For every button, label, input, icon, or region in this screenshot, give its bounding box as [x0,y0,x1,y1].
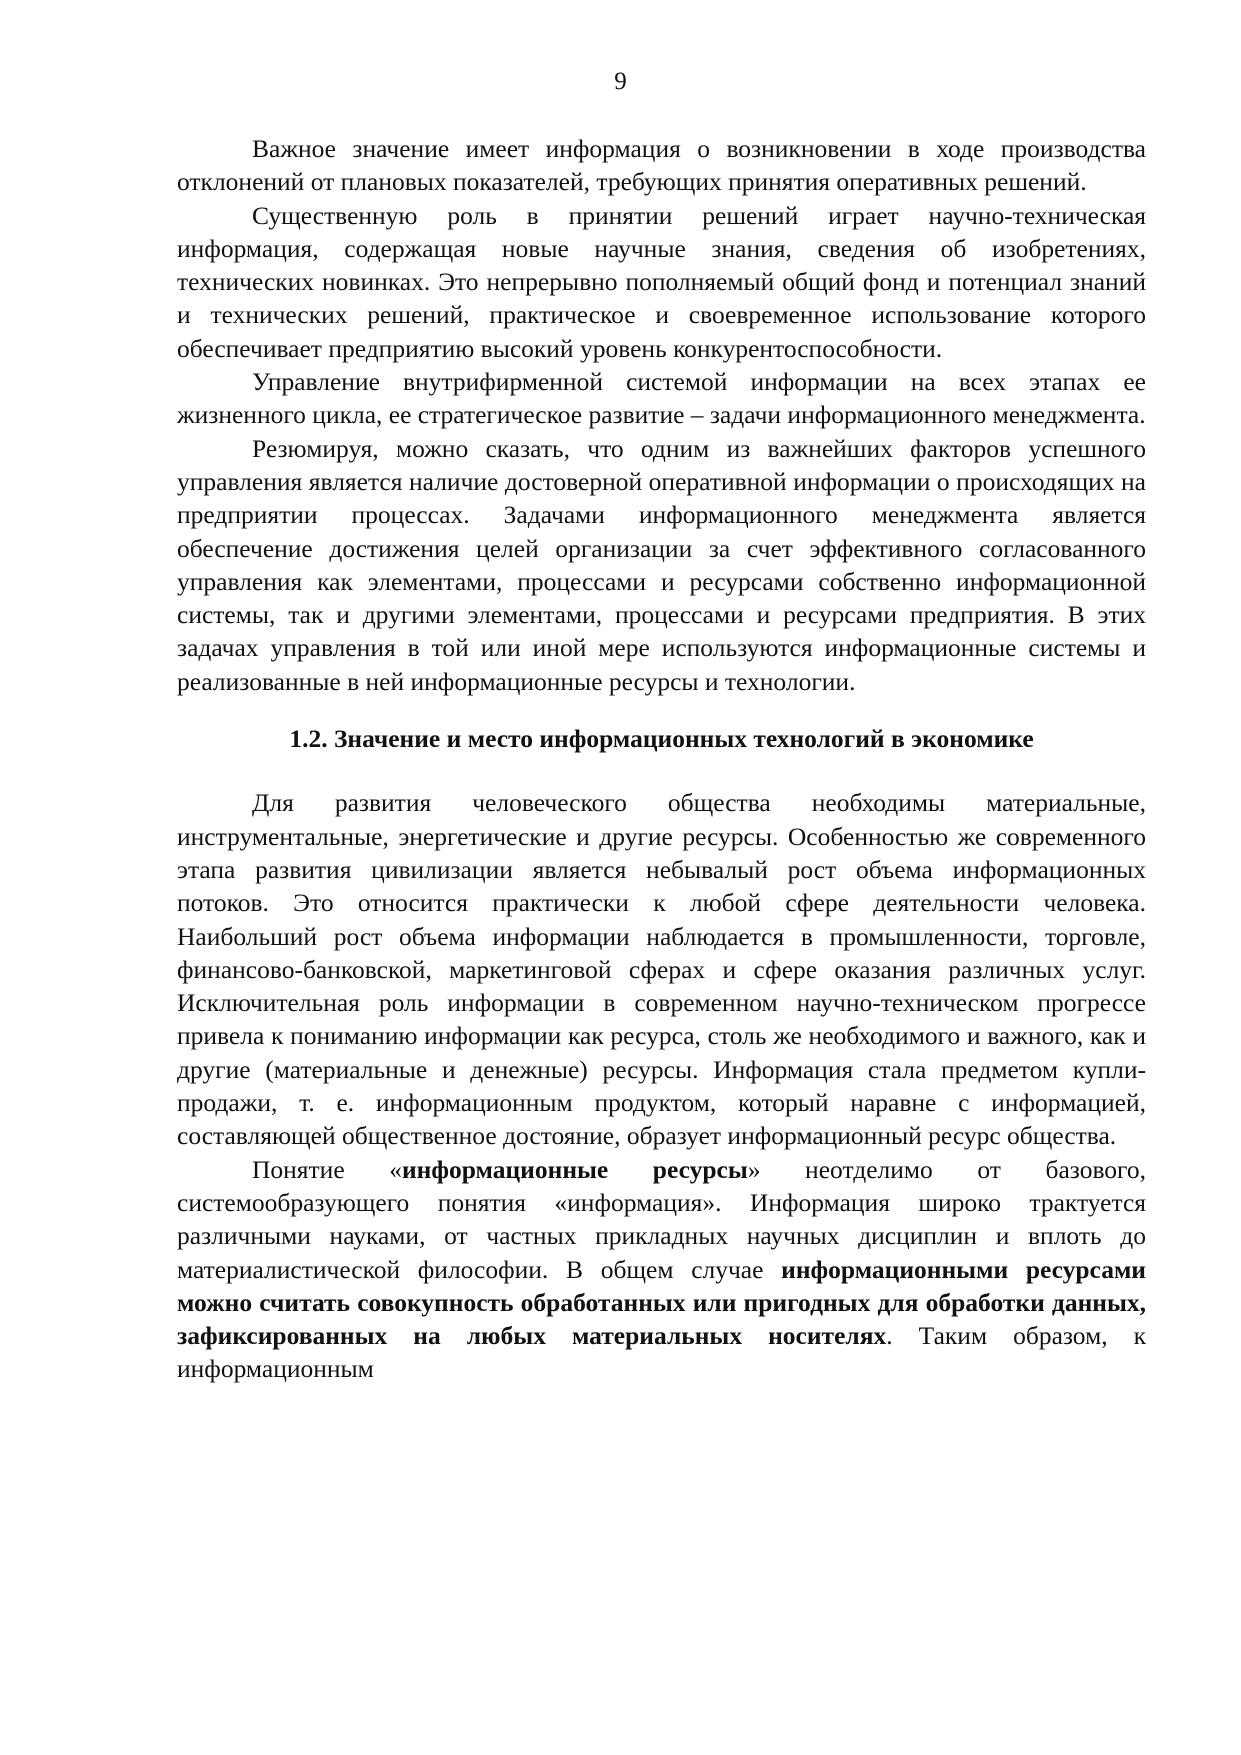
page-number: 9 [614,68,627,95]
document-body [177,132,1146,1386]
text-run: . Таким образом, к информационным [177,1321,1146,1384]
bold-definition: информационными ресурсами можно считать совокупность обработанных или пригодных для обработки данных, зафиксированных на любых материальных носителях [177,1254,1147,1351]
text-run: Понятие « [252,1154,402,1184]
paragraph-information-flows: Для развития человеческого общества необходимы материальные, инструментальные, энергетические и другие ресурсы. Особенностью же современного этапа развития цивилизации является небывалый рост объема информационных потоков. Это относится практически к любой сфере деятельности человека. Наибольший рост объема информации наблюдается в промышленности, торговле, финансово-банковской, маркетинговой сферах и сфере оказания различных услуг. Исключительная роль информации в современном научно-техническом прогрессе привела к пониманию информации как ресурса, столь же необходимого и важного, как и другие (материальные и денежные) ресурсы. Информация стала предметом купли-продажи, т. е. информационным продуктом, который наравне с информацией, составляющей общественное достояние, образует информационный ресурс общества. [177,788,1146,1151]
text-run: » неотделимо от базового, системообразующего понятия «информация». Информация широко трактуется различными науками, от частных прикладных научных дисциплин и вплоть до материалистической философии. В общем случае [177,1154,1147,1284]
paragraph-information-resources [177,1153,1146,1386]
paragraph-scientific-technical-info: Существенную роль в принятии решений играет научно-техническая информация, содержащая новые научные знания, сведения об изобретениях, технических новинках. Это непрерывно пополняемый общий фонд и потенциал знаний и технических решений, практическое и своевременное использование которого обеспечивает предприятию высокий уровень конкурентоспособности. [177,200,1146,363]
paragraph-info-system-management: Управление внутрифирменной системой информации на всех этапах ее жизненного цикла, ее стратегическое развитие – задачи информационного менеджмента. [177,367,1146,430]
bold-term-information-resources: информационные ресурсы [401,1154,748,1184]
paragraph-deviations-info: Важное значение имеет информация о возникновении в ходе производства отклонений от плановых показателей, требующих принятия оперативных решений. [177,134,1146,197]
section-heading: 1.2. Значение и место информационных технологий в экономике [289,724,1034,754]
paragraph-summary: Резюмируя, можно сказать, что одним из важнейших факторов успешного управления является наличие достоверной оперативной информации о происходящих на предприятии процессах. Задачами информационного менеджмента является обеспечение достижения целей организации за счет эффективного согласованного управления как элементами, процессами и ресурсами собственно информационной системы, так и другими элементами, процессами и ресурсами предприятия. В этих задачах управления в той или иной мере используются информационные системы и реализованные в ней информационные ресурсы и технологии. [177,433,1146,696]
